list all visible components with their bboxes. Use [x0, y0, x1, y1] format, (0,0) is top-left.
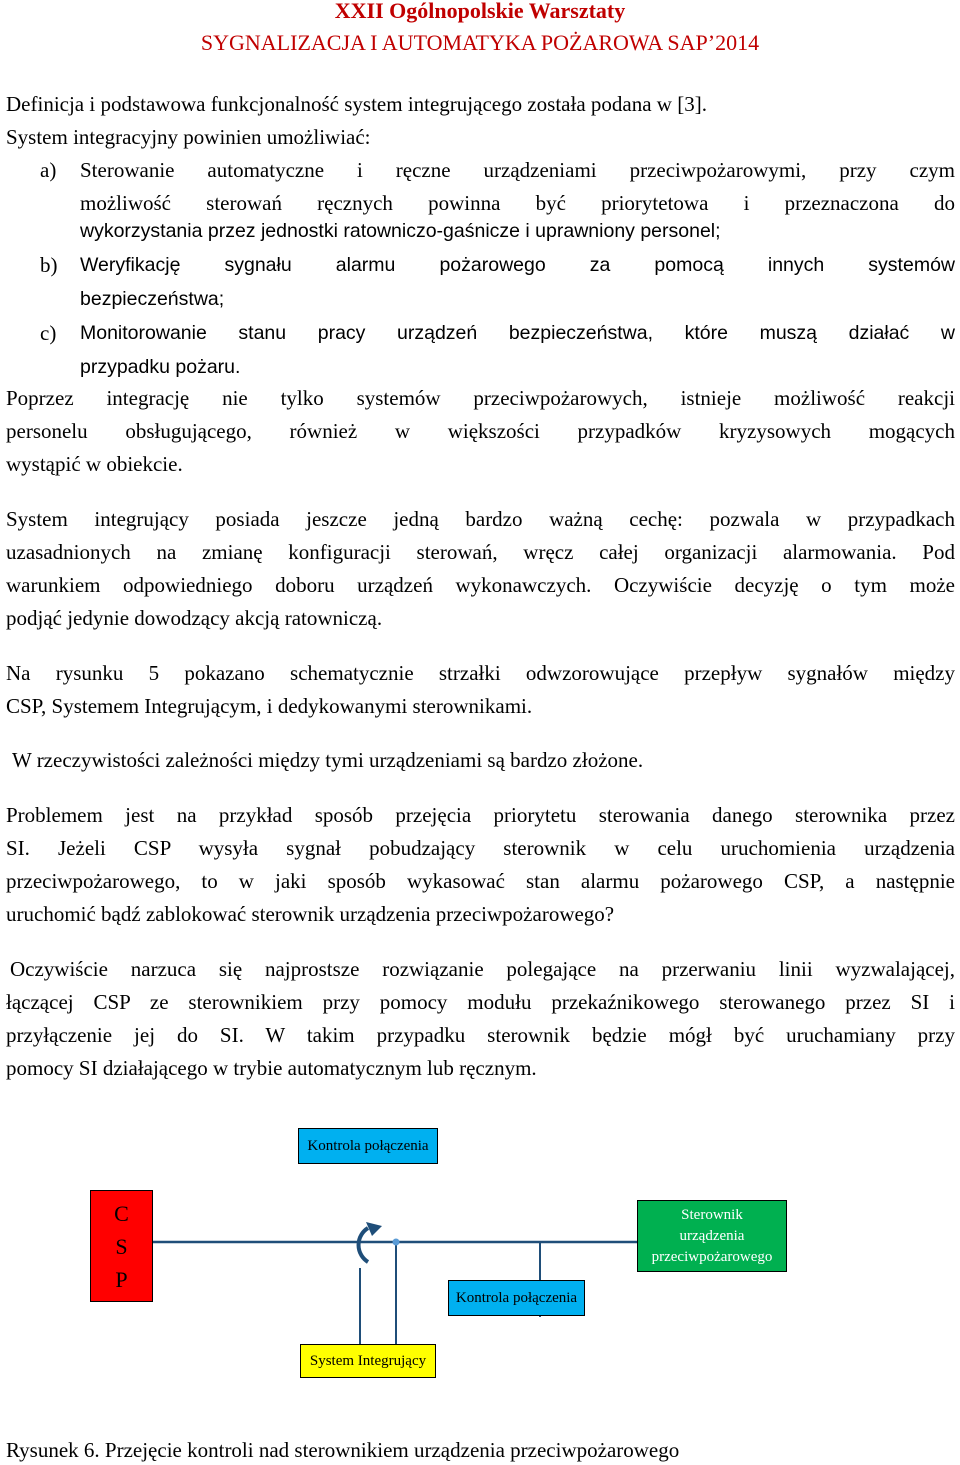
list-item-c-line: przypadku pożaru. [80, 356, 241, 378]
list-item-b-line: bezpieczeństwa; [80, 288, 225, 310]
control-box-top-label: Kontrola połączenia [307, 1138, 429, 1154]
control-box-right [448, 1280, 585, 1316]
controller-label-line: urządzenia [679, 1227, 745, 1244]
paragraph-line: podjąć jedynie dowodzący akcją ratowniczą. [6, 606, 383, 630]
paragraph-line: pomocy SI działającego w trybie automatycznym lub ręcznym. [6, 1056, 537, 1080]
paragraph-line: Definicja i podstawowa funkcjonalność system integrującego została podana w [3]. [6, 92, 707, 116]
paragraph-line: przyłączenie jej do SI. W takim przypadku sterownik będzie mógł być uruchamiany przy [6, 1023, 955, 1047]
controller-label-line: przeciwpożarowego [651, 1248, 773, 1265]
paragraph-line: przeciwpożarowego, to w jaki sposób wykasować stan alarmu pożarowego CSP, a następnie [6, 869, 955, 893]
header-subtitle: SYGNALIZACJA I AUTOMATYKA POŻAROWA SAP’2014 [200, 30, 760, 55]
figure-caption: Rysunek 6. Przejęcie kontroli nad sterownikiem urządzenia przeciwpożarowego [6, 1438, 680, 1462]
list-label-b: b) [40, 253, 58, 277]
system-box-label: System Integrujący [309, 1353, 427, 1369]
controller-box [637, 1200, 787, 1272]
paragraph-line: Problemem jest na przykład sposób przejęcia priorytetu sterowania danego sterownika przez [6, 803, 955, 827]
controller-label-line: Sterownik [681, 1206, 743, 1223]
list-label-c: c) [40, 321, 57, 345]
paragraph-line: W rzeczywistości zależności między tymi urządzeniami są bardzo złożone. [12, 748, 644, 772]
csp-box [90, 1190, 153, 1302]
control-box-top [298, 1128, 438, 1164]
paragraph-line: CSP, Systemem Integrującym, i dedykowanymi sterownikami. [6, 694, 533, 718]
paragraph-line: SI. Jeżeli CSP wysyła sygnał pobudzający sterownik w celu uruchomienia urządzenia [6, 836, 955, 860]
csp-letter: C [114, 1200, 129, 1226]
list-item-a-line: wykorzystania przez jednostki ratowniczo-gaśnicze i uprawniony personel; [80, 220, 721, 242]
csp-letter: P [115, 1266, 128, 1292]
junction-dot-icon [393, 1239, 400, 1246]
paragraph-line: Na rysunku 5 pokazano schematycznie strzałki odwzorowujące przepływ sygnałów między [6, 661, 955, 685]
paragraph-line: łączącej CSP ze sterownikiem przy pomocy modułu przekaźnikowego sterowanego przez SI i [6, 990, 955, 1014]
list-item-c-line: Monitorowanie stanu pracy urządzeń bezpieczeństwa, które muszą działać w [80, 322, 955, 344]
list-label-a: a) [40, 158, 57, 182]
list-item-a-line: Sterowanie automatyczne i ręczne urządzeniami przeciwpożarowymi, przy czym [80, 158, 955, 182]
paragraph-line: wystąpić w obiekcie. [6, 452, 183, 476]
paragraph-line: Poprzez integrację nie tylko systemów przeciwpożarowych, istnieje możliwość reakcji [6, 386, 955, 410]
paragraph-line: System integrujący posiada jeszcze jedną bardzo ważną cechę: pozwala w przypadkach [6, 507, 955, 531]
paragraph-line: System integracyjny powinien umożliwiać: [6, 125, 371, 149]
paragraph-line: warunkiem odpowiedniego doboru urządzeń wykonawczych. Oczywiście decyzję o tym może [6, 573, 955, 597]
paragraph-line: uzasadnionych na zmianę konfiguracji sterowań, wręcz całej organizacji alarmowania. Pod [6, 540, 955, 564]
paragraph-line: uruchomić bądź zablokować sterownik urządzenia przeciwpożarowego? [6, 902, 615, 926]
csp-letter: S [115, 1233, 128, 1259]
relay-switch-icon [359, 1228, 368, 1262]
system-box [300, 1344, 436, 1378]
paragraph-line: personelu obsługującego, również w większości przypadków kryzysowych mogących [6, 419, 955, 443]
paragraph-line: Oczywiście narzuca się najprostsze rozwiązanie polegające na przerwaniu linii wyzwalającej, [10, 957, 955, 981]
control-box-right-label: Kontrola połączenia [455, 1290, 578, 1306]
list-item-b-line: Weryfikację sygnału alarmu pożarowego za pomocą innych systemów [80, 254, 955, 276]
list-item-a-line: możliwość sterowań ręcznych powinna być priorytetowa i przeznaczona do [80, 191, 955, 215]
header-title: XXII Ogólnopolskie Warsztaty [334, 0, 626, 23]
